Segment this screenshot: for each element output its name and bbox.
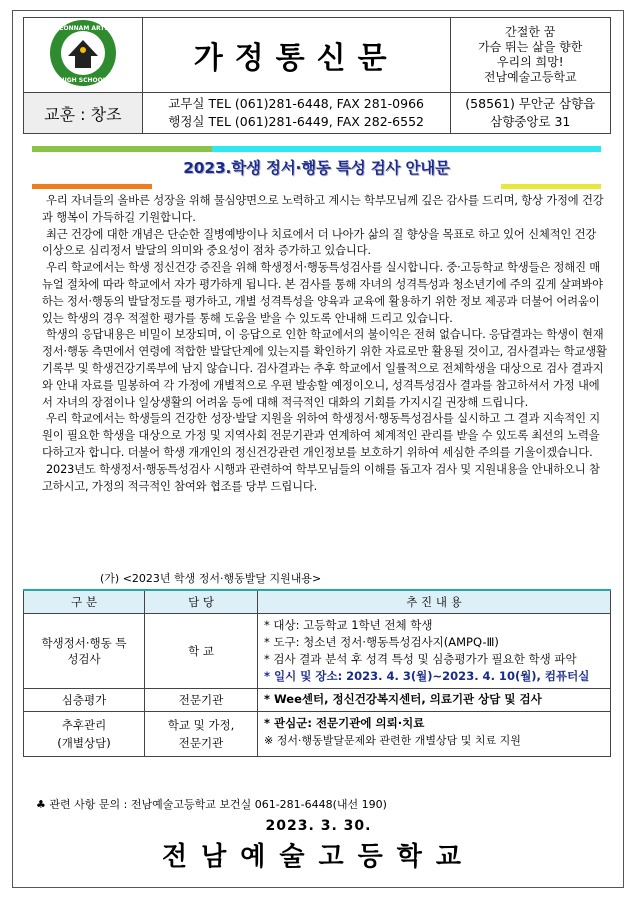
bottom-color-bar: [32, 184, 601, 189]
table-row: [24, 712, 611, 757]
issue-date: 2023. 3. 30.: [265, 818, 372, 834]
row3-details: [258, 712, 611, 757]
table-caption: (가) <2023년 학생 정서·행동발달 지원내용>: [100, 572, 322, 585]
school-name: 전남예술고등학교: [162, 842, 475, 872]
addr-line-1: (58561) 무안군 삼향읍: [465, 96, 596, 111]
row3-owner-1: 학교 및 가정,: [167, 718, 235, 732]
tel-line-2: 행정실 TEL (061)281-6449, FAX 282-6552: [168, 114, 424, 129]
motto-line-4: 전남예술고등학교: [483, 70, 577, 84]
paragraph: 우리 학교에서는 학생들의 건강한 성장·발달 지원을 위하여 학생정서·행동특성검사를 실시하고 그 결과 지속적인 지원이 필요한 학생을 대상으로 가정 및 지역사회 전문기관과 연계하여 체계적인 관리를 받을 수 있도록 최선의 노력을 다하고자 합니다. 더불어 학생 개개인의 정신건강관련 개인정보를 보호하기 위하여 세심한 주의를 기울이겠습니다.: [42, 412, 601, 459]
table-row: [24, 614, 611, 689]
row1-detail-2: * 도구: 청소년 정서·행동특성검사지(AMPQ-Ⅲ): [264, 635, 499, 649]
top-color-bar: [32, 146, 601, 152]
row3-category-1: 추후관리: [61, 718, 107, 732]
newsletter-title: 가정통신문: [142, 18, 450, 93]
paragraph: 학생의 응답내용은 비밀이 보장되며, 이 응답으로 인한 학교에서의 불이익은 전혀 없습니다. 응답결과는 학생이 현재 정서·행동 측면에서 연령에 적합한 발달단계에 있는지를 확인하기 위한 자료로만 활용될 것이고, 검사결과는 학교생활기록부 및 학생건강기록부에 남지 않습니다. 검사결과는 추후 학교에서 일률적으로 전체학생을 대상으로 검사 결과지와 안내 자료를 밀봉하여 각 가정에 개별적으로 우편 발송할 예정이오니, 성격특성검사 결과를 참고하셔서 가정 내에서 자녀의 장점이나 일상생활의 어려움 등에 대해 적극적인 대화의 기회를 가지시길 권장해 드립니다.: [42, 328, 607, 409]
row2-owner: 전문기관: [145, 689, 258, 712]
row3-detail-2: ※ 정서·행동발달문제와 관련한 개별상담 및 치료 지원: [264, 734, 521, 747]
contact-info: [36, 796, 387, 812]
motto-line-1: 간절한 꿈: [505, 25, 556, 39]
motto-line-3: 우리의 희망!: [496, 55, 564, 69]
table-row: [24, 689, 611, 712]
school-logo: [48, 18, 118, 88]
col-header-owner: 담 당: [145, 590, 258, 614]
phone-info: [142, 93, 450, 134]
row2-detail-1: * Wee센터, 정신건강복지센터, 의료기관 상담 및 검사: [264, 692, 542, 706]
paragraph: 우리 학교에서는 학생 정신건강 증진을 위해 학생정서·행동특성검사를 실시합니다. 중·고등학교 학생들은 정해진 매뉴얼 절차에 따라 학교에서 자가 평가하게 됩니다. 본 검사를 통해 자녀의 성격특성과 청소년기에 주의 깊게 살펴봐야 하는 정서·행동의 발달정도를 평가하고, 개별 성격특성을 양육과 교육에 활용하기 위한 정보 제공과 더불어 어려움이 있는 학생의 경우 적절한 평가를 통해 도움을 받을 수 있도록 안내해 드리고 있습니다.: [42, 261, 603, 325]
row1-details: [258, 614, 611, 689]
body-text: [42, 193, 608, 495]
row3-detail-1: * 관심군: 전문기관에 의뢰·치료: [264, 716, 425, 730]
logo-text-bottom: HIGH SCHOOL: [59, 77, 107, 84]
row2-category: 심층평가: [24, 689, 145, 712]
motto-box: [450, 18, 610, 93]
paragraph: 우리 자녀들의 올바른 성장을 위해 물심양면으로 노력하고 계시는 학부모님께 깊은 감사를 드리며, 항상 가정에 건강과 행복이 가득하길 기원합니다.: [42, 194, 604, 224]
support-table: [23, 589, 611, 757]
row1-category: 학생정서·행동 특성검사: [24, 614, 145, 689]
tel-line-1: 교무실 TEL (061)281-6448, FAX 281-0966: [168, 96, 424, 111]
row3-owner: [145, 712, 258, 757]
row3-category: [24, 712, 145, 757]
addr-line-2: 삼향중앙로 31: [490, 114, 571, 129]
row1-detail-4: * 일시 및 장소: 2023. 4. 3(월)~2023. 4. 10(월), 컴퓨터실: [264, 669, 590, 683]
clover-icon: ♣: [36, 798, 46, 811]
logo-text-top: JEONNAM ARTS: [57, 25, 109, 32]
contact-text: 관련 사항 문의 : 전남예술고등학교 보건실 061-281-6448(내선 190): [49, 798, 387, 811]
col-header-details: 추 진 내 용: [258, 590, 611, 614]
row1-owner: 학 교: [145, 614, 258, 689]
motto-line-2: 가슴 뛰는 삶을 향한: [478, 40, 583, 54]
col-header-category: 구 분: [24, 590, 145, 614]
paragraph: 2023년도 학생정서·행동특성검사 시행과 관련하여 학부모님들의 이해를 돕고자 검사 및 지원내용을 안내하오니 참고하시고, 가정의 적극적인 참여와 협조를 당부 드립니다.: [42, 462, 600, 493]
school-motto: 교훈 : 창조: [24, 93, 143, 134]
row3-category-2: (개별상담): [57, 736, 111, 750]
school-logo-cell: [24, 18, 143, 93]
document-title: 2023.학생 정서·행동 특성 검사 안내문: [183, 159, 450, 177]
address-info: [450, 93, 610, 134]
row1-detail-3: * 검사 결과 분석 후 성격 특성 및 심층평가가 필요한 학생 파악: [264, 652, 577, 666]
letterhead: [23, 17, 611, 134]
paragraph: 최근 건강에 대한 개념은 단순한 질병예방이나 치료에서 더 나아가 삶의 질 향상을 목표로 하고 있어 신체적인 건강 이상으로 심리정서 발달의 의미와 중요성이 점차 증가하고 있습니다.: [42, 227, 597, 258]
row1-detail-1: * 대상: 고등학교 1학년 전체 학생: [264, 618, 433, 632]
row3-owner-2: 전문기관: [178, 736, 224, 750]
